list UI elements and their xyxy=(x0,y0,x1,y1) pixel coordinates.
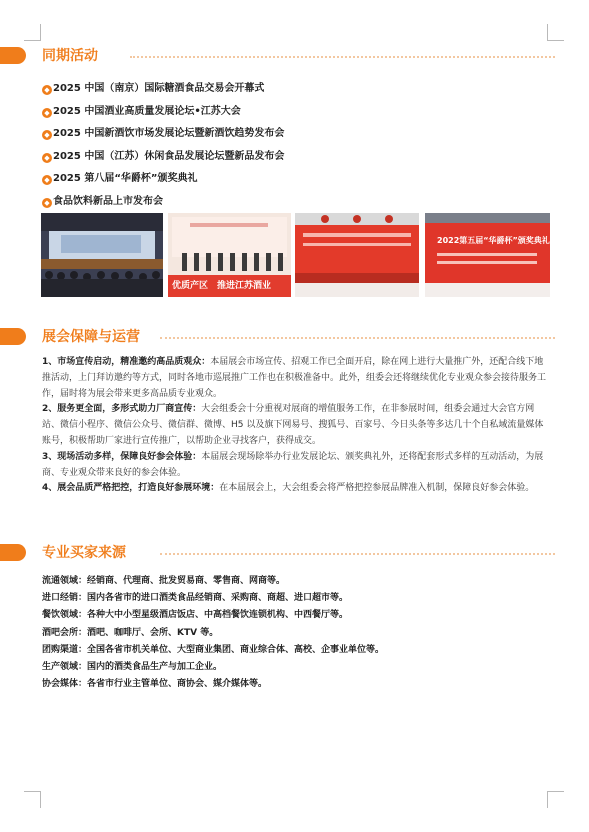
event-photo-stage xyxy=(168,213,291,297)
event-photo-award xyxy=(425,213,550,297)
activity-item: ◆ 2025 第八届“华爵杯”颁奖典礼 xyxy=(42,171,284,194)
crop-mark-top-left xyxy=(24,24,41,41)
section-header-operations xyxy=(0,327,555,347)
buyer-source-row: 进口经销：国内各省市的进口酒类食品经销商、采购商、商超、进口超市等。 xyxy=(42,593,349,604)
buyer-source-list xyxy=(42,573,384,693)
operations-paragraph: 2、服务更全面，多形式助力厂商宣传：大会组委会十分重视对展商的增值服务工作，在非参展时间，组委会通过大会官方网站、微信小程序、微信公众号、微信群、微博、H5 以及旗下网易号、搜狐号、百家号、今日头条等多达几十个自私域流量媒体账号，积极帮助厂家进行宣传推广，以帮助企业寻找客户，获得成交。 xyxy=(42,404,544,446)
operations-paragraph: 3、现场活动多样，保障良好参会体验：本届展会现场除举办行业发展论坛、颁奖典礼外，还将配套形式多样的互动活动，为展商、专业观众带来良好的参会体验。 xyxy=(42,451,544,478)
activity-item: ◆ 2025 中国（南京）国际糖酒食品交易会开幕式 xyxy=(42,81,284,104)
crop-mark-bottom-right xyxy=(547,791,564,808)
operations-paragraph: 1、市场宣传启动，精准邀约高品质观众：本届展会市场宣传、招观工作已全面开启，除在网上进行大量推广外，还配合线下地推活动，上门拜访邀约等方式，同时各地市巡展推广工作也在积极准备中。此外，组委会还将继续优化专业观众参会接待服务工作，届时将为展会带来更多高品质专业观众。 xyxy=(42,357,547,399)
dotted-divider xyxy=(160,553,555,555)
buyer-source-row: 流通领域：经销商、代理商、批发贸易商、零售商、网商等。 xyxy=(42,576,286,586)
section-title-operations: 展会保障与运营 xyxy=(42,329,140,345)
activity-item: ◆ 2025 中国酒业高质量发展论坛•江苏大会 xyxy=(42,104,284,127)
buyer-source-row: 生产领域：国内的酒类食品生产与加工企业。 xyxy=(42,662,223,673)
section-tab-marker xyxy=(0,544,26,561)
dotted-divider xyxy=(130,56,555,58)
bullet-badge-icon: ◆ xyxy=(42,85,52,95)
activity-item: ◆ 2025 中国（江苏）休闲食品发展论坛暨新品发布会 xyxy=(42,149,284,172)
bullet-badge-icon: ◆ xyxy=(42,153,52,163)
event-photo-hall xyxy=(41,213,163,297)
activity-list xyxy=(42,81,284,216)
bullet-badge-icon: ◆ xyxy=(42,198,52,208)
operations-paragraph: 4、展会品质严格把控，打造良好参展环境：在本届展会上，大会组委会将严格把控参展品牌准入机制，保障良好参会体验。 xyxy=(42,483,535,494)
photo-banner-text: 2022第五届“华爵杯”颁奖典礼 xyxy=(437,236,550,245)
section-tab-marker xyxy=(0,47,26,64)
photo-banner-text: 优质产区 推进江苏酒业 xyxy=(172,281,272,291)
bullet-badge-icon: ◆ xyxy=(42,108,52,118)
section-header-activities xyxy=(0,46,555,66)
buyer-source-row: 餐饮领域：各种大中小型星级酒店饭店、中高档餐饮连锁机构、中西餐厅等。 xyxy=(42,610,349,621)
section-header-buyers xyxy=(0,543,555,563)
event-photo-strip xyxy=(41,213,550,297)
bullet-badge-icon: ◆ xyxy=(42,175,52,185)
buyer-source-row: 团购渠道：全国各省市机关单位、大型商业集团、商业综合体、高校、企事业单位等。 xyxy=(42,644,385,655)
bullet-badge-icon: ◆ xyxy=(42,130,52,140)
section-title-activities: 同期活动 xyxy=(42,48,98,64)
dotted-divider xyxy=(160,337,555,339)
section-title-buyers: 专业买家来源 xyxy=(42,545,126,561)
buyer-source-row: 酒吧会所：酒吧、咖啡厅、会所、KTV 等。 xyxy=(42,627,219,638)
activity-item: ◆ 2025 中国新酒饮市场发展论坛暨新酒饮趋势发布会 xyxy=(42,126,284,149)
section-tab-marker xyxy=(0,328,26,345)
operations-body xyxy=(42,355,550,497)
activity-item: ◆ 食品饮料新品上市发布会 xyxy=(42,194,284,217)
crop-mark-top-right xyxy=(547,24,564,41)
buyer-source-row: 协会媒体：各省市行业主管单位、商协会、媒介媒体等。 xyxy=(42,679,268,690)
event-photo-ceremony xyxy=(295,213,419,297)
crop-mark-bottom-left xyxy=(24,791,41,808)
